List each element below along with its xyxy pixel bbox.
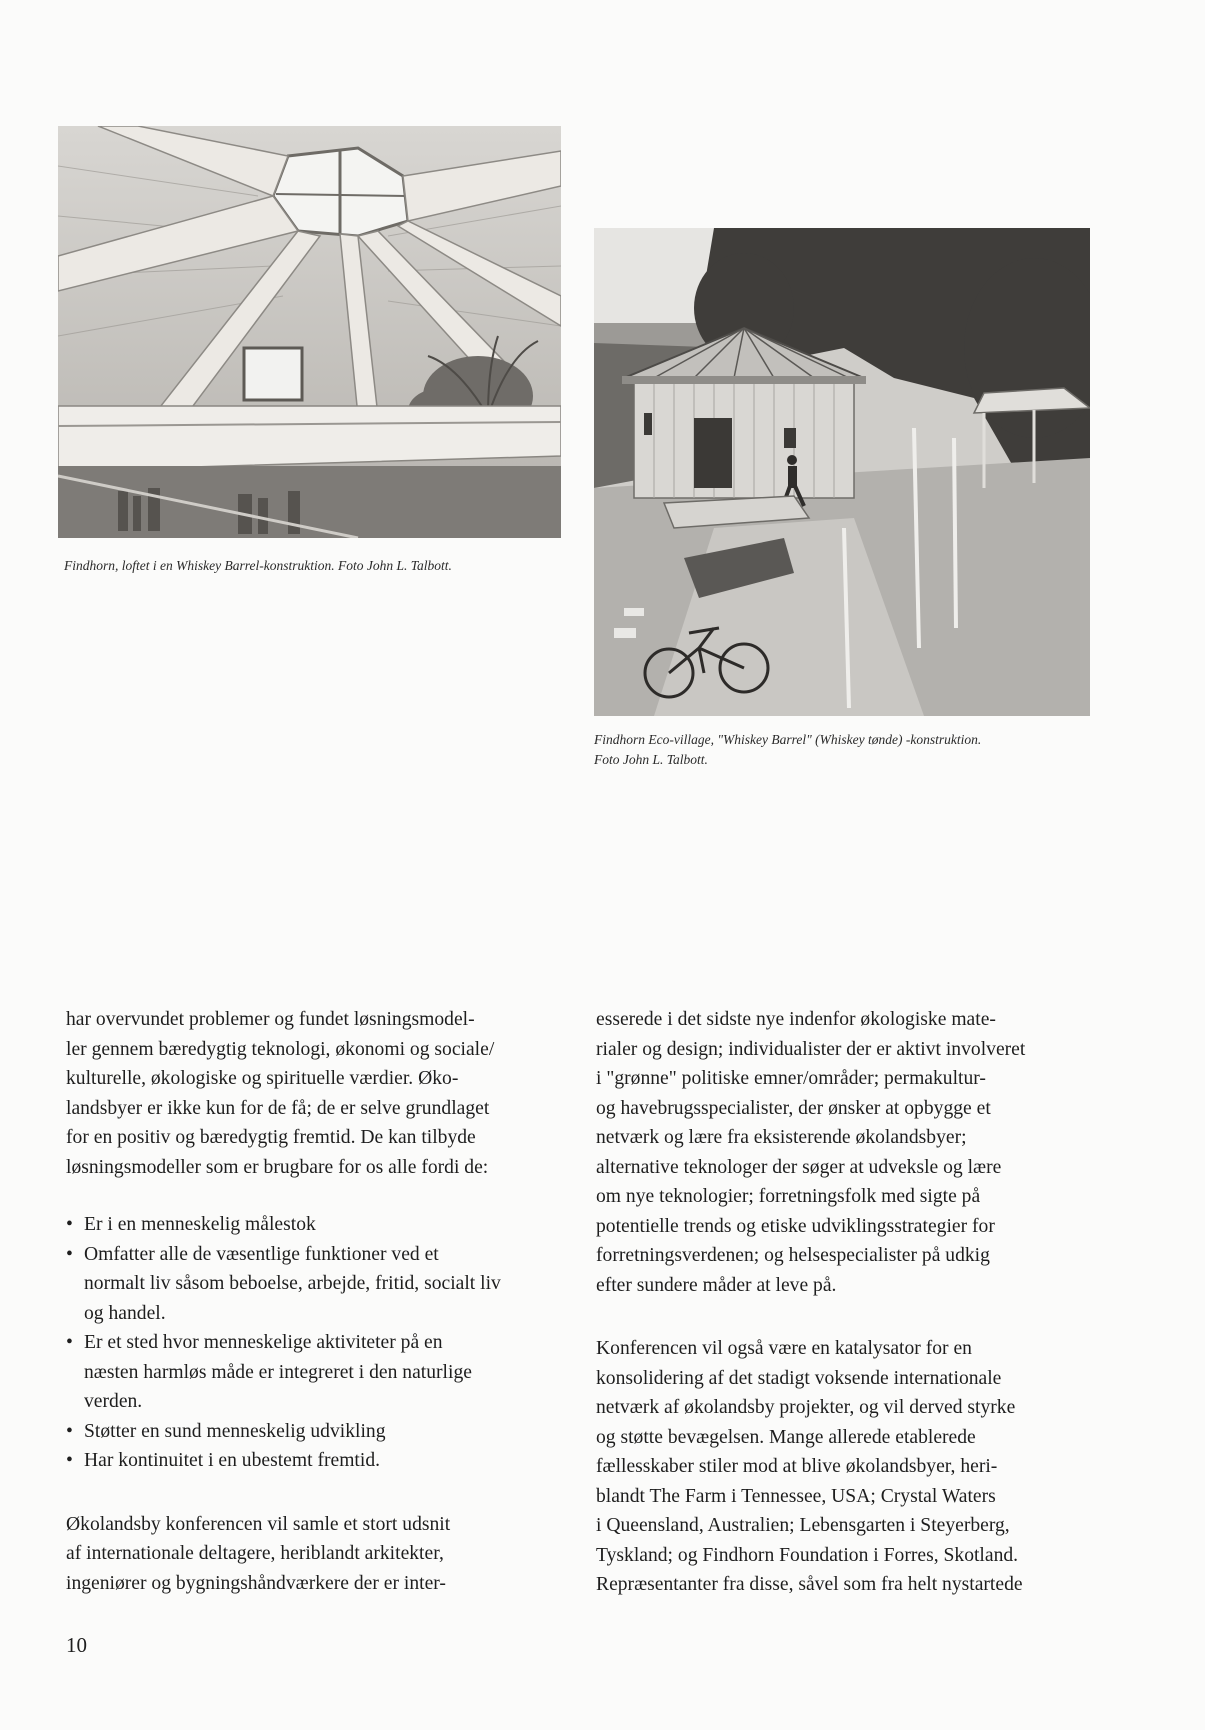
bullet-marker: • bbox=[66, 1214, 73, 1235]
text-line: Økolandsby konferencen vil samle et stort udsnit bbox=[66, 1513, 451, 1535]
left-text-column bbox=[66, 1005, 566, 1598]
barrel-photo-caption bbox=[594, 730, 1094, 770]
text-line: i "grønne" politiske emner/områder; permakultur- bbox=[596, 1068, 986, 1089]
text-line: af internationale deltagere, heriblandt arkitekter, bbox=[66, 1543, 444, 1564]
loft-interior-photo bbox=[58, 126, 561, 538]
bullet-continuation: næsten harmløs måde er integreret i den naturlige bbox=[84, 1361, 472, 1383]
text-line: Repræsentanter fra disse, såvel som fra helt nystartede bbox=[596, 1574, 1023, 1595]
bullet-marker: • bbox=[66, 1332, 73, 1353]
bullet-list bbox=[66, 1210, 566, 1476]
participants-paragraph bbox=[596, 1005, 1116, 1300]
text-line: landsbyer er ikke kun for de få; de er selve grundlaget bbox=[66, 1097, 490, 1119]
text-line: konsolidering af det stadigt voksende internationale bbox=[596, 1367, 1002, 1389]
intro-paragraph bbox=[66, 1005, 566, 1182]
conference-paragraph bbox=[596, 1334, 1116, 1600]
spacer bbox=[596, 1300, 1116, 1334]
closing-paragraph bbox=[66, 1510, 566, 1599]
loft-photo-caption: Findhorn, loftet i en Whiskey Barrel-konstruktion. Foto John L. Talbott. bbox=[64, 558, 452, 573]
text-line: blandt The Farm i Tennessee, USA; Crystal Waters bbox=[596, 1485, 996, 1507]
text-line: har overvundet problemer og fundet løsningsmodel- bbox=[66, 1009, 475, 1030]
bullet-item: • Støtter en sund menneskelig udvikling bbox=[66, 1417, 566, 1447]
text-line: fællesskaber stiler mod at blive økolandsbyer, heri- bbox=[596, 1456, 998, 1477]
bullet-continuation: normalt liv såsom beboelse, arbejde, fritid, socialt liv bbox=[84, 1273, 501, 1294]
bullet-continuation: og handel. bbox=[84, 1302, 166, 1324]
barrel-caption-line: Foto John L. Talbott. bbox=[594, 752, 708, 767]
text-line: esserede i det sidste nye indenfor økologiske mate- bbox=[596, 1009, 996, 1030]
bullet-marker: • bbox=[66, 1243, 73, 1265]
text-line: netværk af økolandsby projekter, og vil derved styrke bbox=[596, 1397, 1016, 1418]
text-line: ingeniører og bygningshåndværkere der er inter- bbox=[66, 1572, 446, 1594]
barrel-house-illustration bbox=[594, 228, 1090, 716]
text-line: for en positiv og bæredygtig fremtid. De kan tilbyde bbox=[66, 1127, 476, 1148]
bullet-marker: • bbox=[66, 1450, 73, 1471]
bullet-marker: • bbox=[66, 1420, 73, 1442]
eco-village-barrel-house-photo bbox=[594, 228, 1090, 716]
text-line: potentielle trends og etiske udviklingsstrategier for bbox=[596, 1215, 995, 1237]
page-number: 10 bbox=[66, 1633, 87, 1657]
bullet-item: • Er et sted hvor menneskelige aktiviteter på en bbox=[66, 1328, 566, 1358]
text-line: kulturelle, økologiske og spirituelle værdier. Øko- bbox=[66, 1068, 459, 1089]
text-line: Tyskland; og Findhorn Foundation i Forres, Skotland. bbox=[596, 1544, 1019, 1566]
text-line: netværk og lære fra eksisterende økolandsbyer; bbox=[596, 1127, 967, 1148]
bullet-item: • Er i en menneskelig målestok bbox=[66, 1210, 566, 1240]
loft-interior-illustration bbox=[58, 126, 561, 538]
text-line: efter sundere måder at leve på. bbox=[596, 1274, 837, 1296]
bullet-continuation: verden. bbox=[84, 1391, 143, 1412]
text-line: og støtte bevægelsen. Mange allerede etablerede bbox=[596, 1426, 976, 1448]
barrel-caption-line: Findhorn Eco-village, "Whiskey Barrel" (Whiskey tønde) -konstruktion. bbox=[594, 732, 982, 747]
right-text-column bbox=[596, 1005, 1116, 1600]
text-line: og havebrugsspecialister, der ønsker at opbygge et bbox=[596, 1097, 991, 1119]
text-line: rialer og design; individualister der er aktivt involveret bbox=[596, 1038, 1026, 1060]
text-line: løsningsmodeller som er brugbare for os alle fordi de: bbox=[66, 1156, 489, 1178]
text-line: om nye teknologier; forretningsfolk med sigte på bbox=[596, 1186, 981, 1207]
bullet-item: • Har kontinuitet i en ubestemt fremtid. bbox=[66, 1446, 566, 1476]
bullet-item: • Omfatter alle de væsentlige funktioner ved et bbox=[66, 1240, 566, 1270]
text-line: forretningsverdenen; og helsespecialister på udkig bbox=[596, 1245, 990, 1266]
text-line: alternative teknologer der søger at udveksle og lære bbox=[596, 1156, 1002, 1178]
spacer bbox=[66, 1182, 566, 1210]
text-line: Konferencen vil også være en katalysator for en bbox=[596, 1338, 972, 1359]
spacer bbox=[66, 1476, 566, 1510]
text-line: ler gennem bæredygtig teknologi, økonomi og sociale/ bbox=[66, 1038, 495, 1060]
text-line: i Queensland, Australien; Lebensgarten i Steyerberg, bbox=[596, 1515, 1010, 1536]
